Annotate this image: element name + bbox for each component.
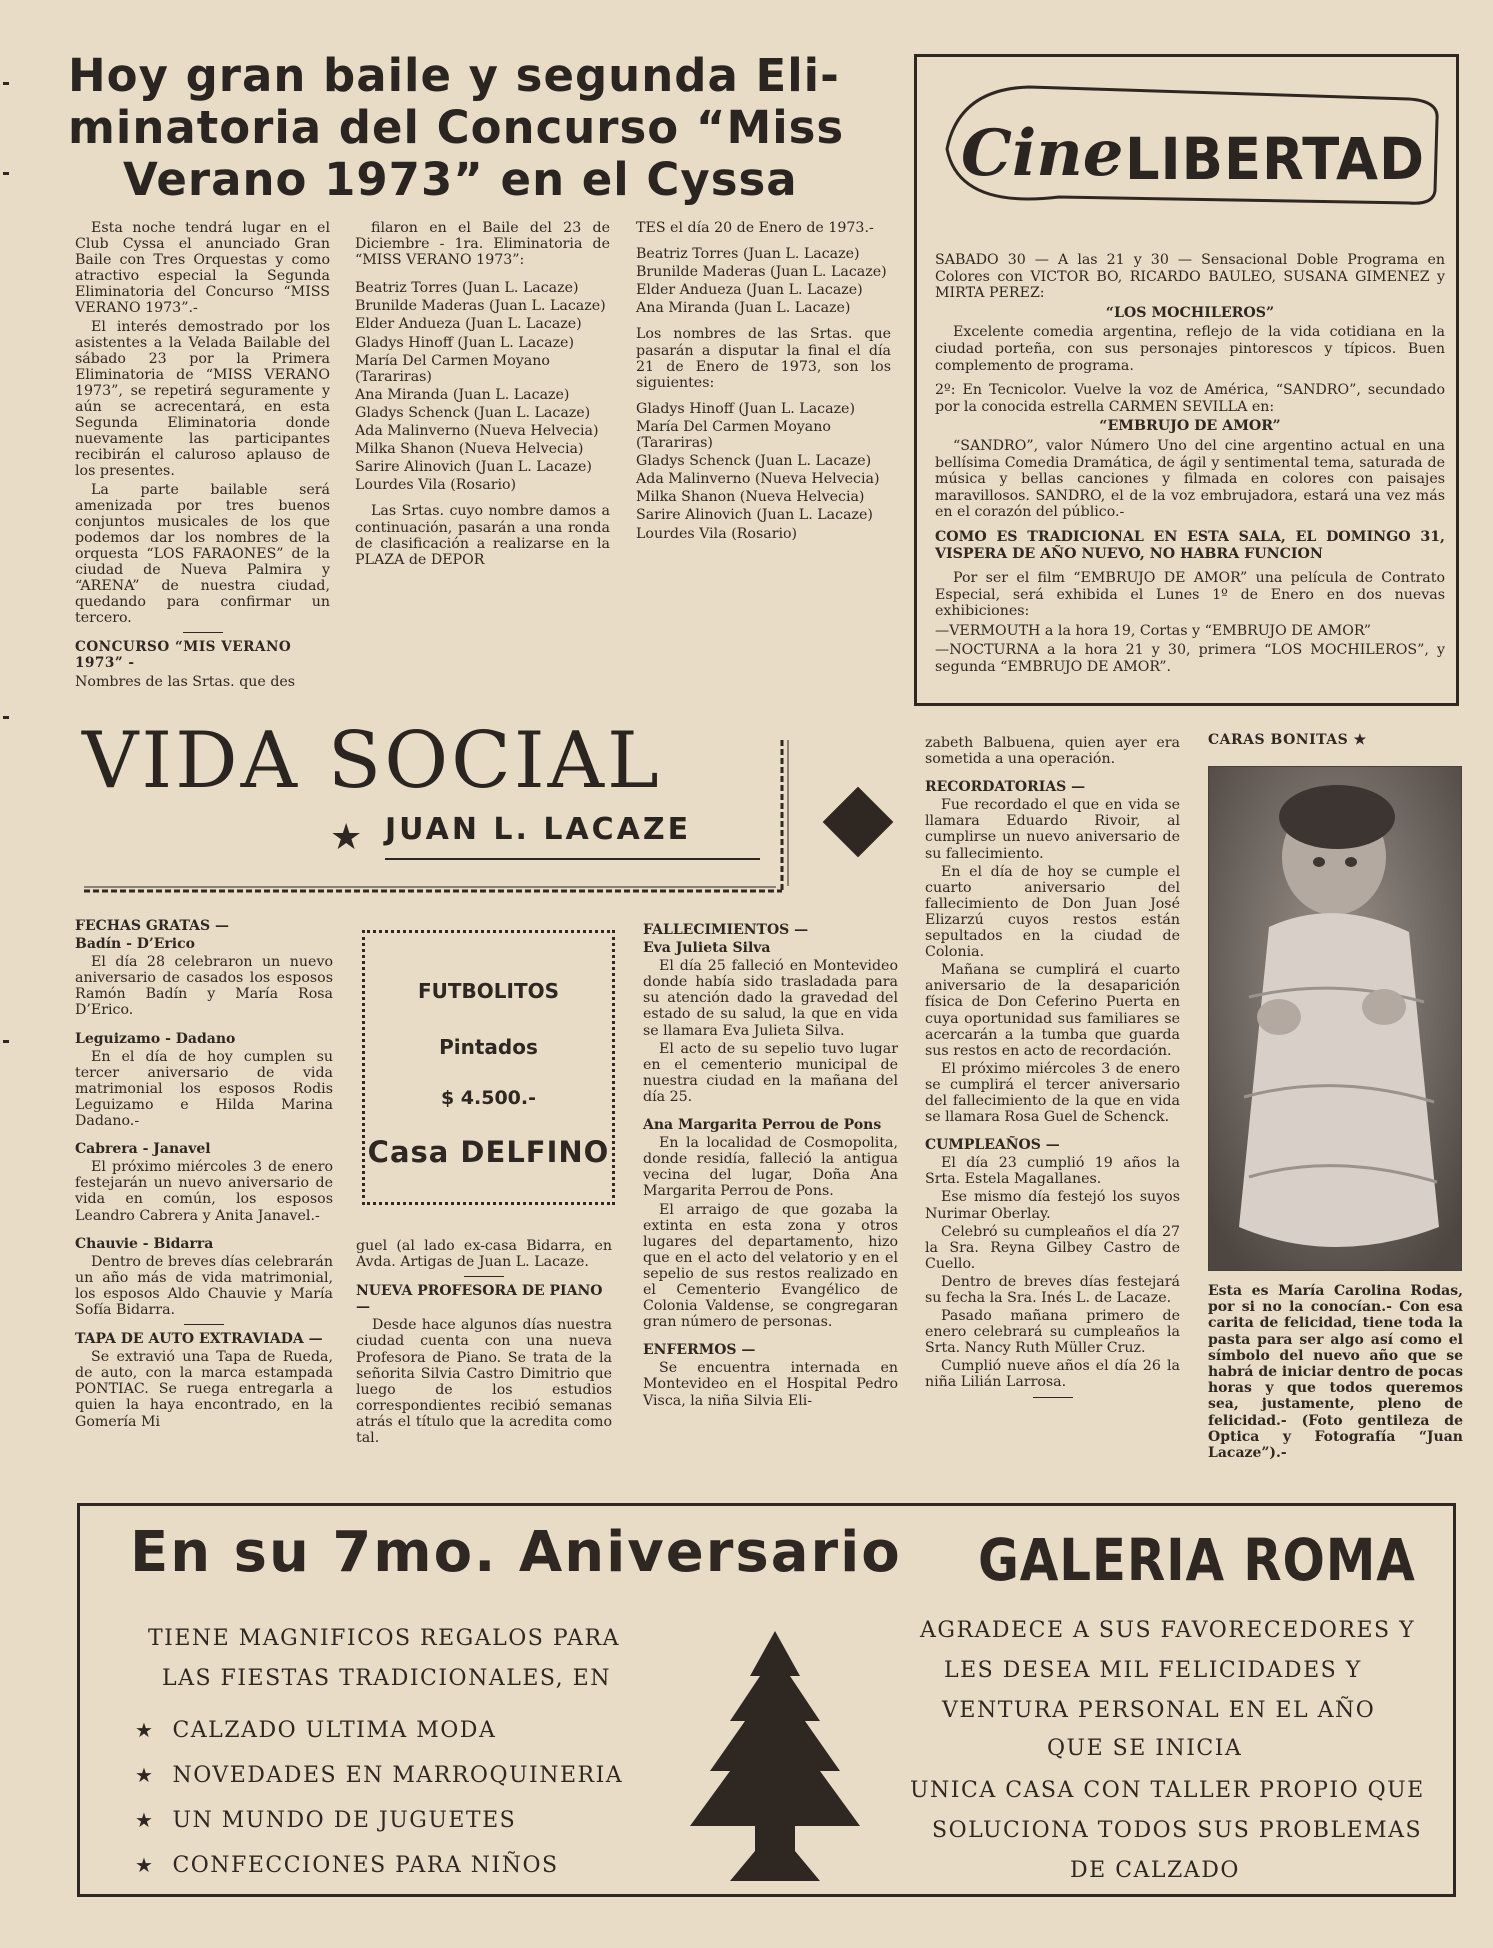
paragraph: Pasado mañana primero de enero celebrará su cumpleaños la Srta. Nancy Ruth Müller Cruz. bbox=[925, 1308, 1180, 1357]
list-item: Elder Andueza (Juan L. Lacaze) bbox=[636, 282, 863, 299]
divider bbox=[183, 632, 223, 633]
photo-caption bbox=[1208, 1283, 1463, 1463]
margin-mark bbox=[3, 172, 9, 175]
paragraph: El día 28 celebraron un nuevo aniversario de casados los esposos Ramón Badín y María Rosa D’Erico. bbox=[75, 954, 333, 1019]
section-subtitle: JUAN L. LACAZE bbox=[385, 812, 692, 847]
baby-photo bbox=[1208, 766, 1462, 1271]
star-icon: ★ bbox=[135, 1853, 155, 1877]
ad-item-label: CALZADO ULTIMA MODA bbox=[172, 1718, 497, 1743]
ad-line: FUTBOLITOS bbox=[417, 979, 560, 1003]
section-heading: FALLECIMIENTOS — bbox=[643, 922, 809, 938]
logo-word-libertad: LIBERTAD bbox=[1125, 125, 1425, 193]
article-cyssa-col3 bbox=[636, 220, 891, 544]
social-col4 bbox=[925, 735, 1180, 1404]
section-heading: TAPA DE AUTO EXTRAVIADA — bbox=[75, 1331, 323, 1348]
paragraph: Excelente comedia argentina, reflejo de la vida cotidiana en la ciudad porteña, con sus personajes pintorescos y típicos. Buen complemento de programa. bbox=[935, 324, 1445, 374]
photo-illustration bbox=[1209, 767, 1462, 1271]
paragraph: Los nombres de las Srtas. que pasarán a disputar la final el día 21 de Enero de 1973, son los siguientes: bbox=[636, 326, 891, 391]
list-item: Gladys Schenck (Juan L. Lacaze) bbox=[355, 404, 591, 421]
ad-item-label: UN MUNDO DE JUGUETES bbox=[172, 1808, 517, 1833]
list-item: Beatriz Torres (Juan L. Lacaze) bbox=[636, 246, 860, 263]
divider bbox=[1033, 1397, 1073, 1398]
list-item: Ana Miranda (Juan L. Lacaze) bbox=[355, 386, 570, 403]
subheading: CONCURSO “MIS VERANO 1973” - bbox=[75, 639, 292, 672]
ad-list-item bbox=[135, 1718, 496, 1743]
names-heading: Eva Julieta Silva bbox=[643, 940, 771, 957]
ad-price: $ 4.500.- bbox=[440, 1087, 537, 1109]
section-heading: RECORDATORIAS — bbox=[925, 779, 1086, 796]
social-col2 bbox=[356, 1238, 612, 1448]
ad-text: DE CALZADO bbox=[1070, 1858, 1240, 1883]
margin-mark bbox=[3, 716, 9, 719]
cine-program-text bbox=[935, 252, 1445, 679]
ad-text: VENTURA PERSONAL EN EL AÑO bbox=[942, 1698, 1376, 1723]
futbolitos-ad bbox=[362, 930, 615, 1205]
ad-brand: GALERIA ROMA bbox=[978, 1526, 1416, 1594]
divider bbox=[184, 1324, 224, 1325]
list-item: Sarire Alinovich (Juan L. Lacaze) bbox=[636, 507, 873, 524]
ad-text: SOLUCIONA TODOS SUS PROBLEMAS bbox=[932, 1818, 1423, 1843]
logo-word-cine: Cine bbox=[961, 116, 1124, 191]
list-item: Lourdes Vila (Rosario) bbox=[636, 525, 798, 542]
paragraph: Desde hace algunos días nuestra ciudad cuenta con una nueva Profesora de Piano. Se trata de la señorita Silvia Castro Dimitrio que luego de los estudios correspondientes recibió semanas atrás el título que la acredita como tal. bbox=[356, 1317, 612, 1447]
paragraph: filaron en el Baile del 23 de Diciembre - 1ra. Eliminatoria de “MISS VERANO 1973”: bbox=[355, 220, 610, 269]
margin-mark bbox=[3, 1040, 9, 1043]
paragraph: Dentro de breves días festejará su fecha la Sra. Inés L. de Lacaze. bbox=[925, 1273, 1180, 1306]
ad-headline: En su 7mo. Aniversario bbox=[130, 1520, 902, 1585]
list-item: María Del Carmen Moyano (Tarariras) bbox=[355, 352, 550, 385]
ad-list-item bbox=[135, 1763, 623, 1788]
social-col3 bbox=[643, 922, 898, 1411]
ad-item-label: CONFECCIONES PARA NIÑOS bbox=[172, 1853, 559, 1878]
list-item: Elder Andueza (Juan L. Lacaze) bbox=[355, 316, 582, 333]
heading-text: CARAS BONITAS bbox=[1208, 732, 1349, 748]
headline-line: Verano 1973” en el Cyssa bbox=[123, 153, 798, 206]
ad-text: TIENE MAGNIFICOS REGALOS PARA bbox=[148, 1626, 620, 1651]
cine-libertad-ad bbox=[914, 54, 1459, 706]
star-icon: ★ bbox=[330, 817, 363, 858]
paragraph: Se encuentra internada en Montevideo en el Hospital Pedro Visca, la niña Silvia Eli- bbox=[643, 1360, 898, 1409]
list-item: Brunilde Maderas (Juan L. Lacaze) bbox=[355, 298, 606, 315]
paragraph: Mañana se cumplirá el cuarto aniversario de la desaparición física de Don Ceferino Puerta en cuya oportunidad sus familiares se acercarán a la tumba que guarda sus restos en acto de recordación. bbox=[925, 962, 1180, 1059]
caras-bonitas-heading bbox=[1208, 732, 1367, 748]
star-icon: ★ bbox=[1353, 732, 1367, 748]
paragraph: —VERMOUTH a la hora 19, Cortas y “EMBRUJO DE AMOR” bbox=[935, 622, 1372, 639]
names-heading: Leguizamo - Dadano bbox=[75, 1030, 236, 1047]
ad-text: UNICA CASA CON TALLER PROPIO QUE bbox=[910, 1778, 1425, 1803]
movie-title: “LOS MOCHILEROS” bbox=[1105, 304, 1275, 321]
paragraph: El arraigo de que gozaba la extinta en esta zona y otros lugares del departamento, hizo que en el acto del velatorio y en el sepelio de sus restos realizado en el Cementerio Evangélico de Colonia Valdense, se congregaran gran número de personas. bbox=[643, 1201, 898, 1331]
names-heading: Ana Margarita Perrou de Pons bbox=[643, 1117, 882, 1134]
ad-text: LES DESEA MIL FELICIDADES Y bbox=[944, 1658, 1362, 1683]
paragraph: El próximo miércoles 3 de enero se cumplirá el tercer aniversario del fallecimiento de la que en vida se llamara Rosa Guel de Schenck. bbox=[925, 1060, 1180, 1126]
paragraph: Nombres de las Srtas. que des bbox=[75, 673, 296, 690]
paragraph: Cumplió nueve años el día 26 la niña Lilián Larrosa. bbox=[925, 1358, 1180, 1391]
names-heading: Badín - D’Erico bbox=[75, 936, 195, 953]
star-icon: ★ bbox=[135, 1718, 155, 1742]
divider bbox=[464, 1276, 504, 1277]
names-heading: Cabrera - Janavel bbox=[75, 1141, 211, 1158]
section-heading: CUMPLEAÑOS — bbox=[925, 1137, 1060, 1154]
section-title: VIDA SOCIAL bbox=[82, 716, 662, 806]
list-item: Beatriz Torres (Juan L. Lacaze) bbox=[355, 280, 579, 297]
list-item: Gladys Hinoff (Juan L. Lacaze) bbox=[636, 400, 855, 417]
paragraph: Las Srtas. cuyo nombre damos a continuación, pasarán a una ronda de clasificación a realizarse en la PLAZA de DEPOR bbox=[355, 503, 610, 568]
ad-item-label: NOVEDADES EN MARROQUINERIA bbox=[172, 1763, 624, 1788]
paragraph: El día 25 falleció en Montevideo donde había sido trasladada para su atención dado la gravedad del estado de su salud, la que en vida se llamara Eva Julieta Silva. bbox=[643, 958, 898, 1039]
paragraph: Ese mismo día festejó los suyos Nurimar Oberlay. bbox=[925, 1189, 1180, 1222]
ad-text: LAS FIESTAS TRADICIONALES, EN bbox=[162, 1666, 611, 1691]
paragraph: Dentro de breves días celebrarán un año más de vida matrimonial, los esposos Aldo Chauvie y María Sofía Bidarra. bbox=[75, 1253, 333, 1318]
paragraph: En el día de hoy cumplen su tercer aniversario de vida matrimonial los esposos Rodis Leguizamo e Hilda Marina Dadano.- bbox=[75, 1048, 333, 1130]
article-cyssa-col2 bbox=[355, 220, 610, 570]
ad-text: QUE SE INICIA bbox=[1047, 1736, 1243, 1761]
paragraph: La parte bailable será amenizada por tres buenos conjuntos musicales de los que podemos dar los nombres de la orquesta “LOS FARAONES” de la ciudad de Nueva Palmira y “ARENA” de nuestra ciudad, quedando para confirmar un tercero. bbox=[75, 481, 330, 627]
ad-brand: Casa DELFINO bbox=[367, 1135, 610, 1169]
notice: COMO ES TRADICIONAL EN ESTA SALA, EL DOMINGO 31, VISPERA DE AÑO NUEVO, NO HABRA FUNCION bbox=[935, 528, 1445, 562]
list-item: María Del Carmen Moyano (Tarariras) bbox=[636, 418, 831, 452]
paragraph: Fue recordado el que en vida se llamara Eduardo Rivoir, al cumplirse un nuevo aniversario de su fallecimiento. bbox=[925, 797, 1180, 862]
paragraph: El acto de su sepelio tuvo lugar en el cementerio municipal de nuestra ciudad en la mañana del día 25. bbox=[643, 1040, 898, 1105]
paragraph: 2º: En Tecnicolor. Vuelve la voz de América, “SANDRO”, secundado por la conocida estrella CARMEN SEVILLA en: bbox=[935, 382, 1445, 415]
list-item: Milka Shanon (Nueva Helvecia) bbox=[636, 489, 865, 506]
star-icon: ★ bbox=[135, 1763, 155, 1787]
section-heading: ENFERMOS — bbox=[643, 1342, 756, 1359]
paragraph: Se extravió una Tapa de Rueda, de auto, con la marca estampada PONTIAC. Se ruega entregarla a quien la haya encontrado, en la Gomería Mi bbox=[75, 1349, 333, 1430]
diamond-ornament bbox=[823, 787, 894, 858]
list-item: Sarire Alinovich (Juan L. Lacaze) bbox=[355, 459, 592, 476]
paragraph: En el día de hoy se cumple el cuarto aniversario del fallecimiento de Don Juan José Elizarzú cuyos restos están sepultados en la ciudad de Colonia. bbox=[925, 863, 1180, 961]
paragraph: guel (al lado ex-casa Bidarra, en Avda. Artigas de Juan L. Lacaze. bbox=[356, 1238, 612, 1271]
list-item: Milka Shanon (Nueva Helvecia) bbox=[355, 441, 584, 458]
paragraph: Por ser el film “EMBRUJO DE AMOR” una película de Contrato Especial, será exhibida el Lunes 1º de Enero en dos nuevas exhibiciones: bbox=[935, 570, 1445, 620]
headline-line: minatoria del Concurso “Miss bbox=[68, 101, 845, 154]
paragraph: Esta noche tendrá lugar en el Club Cyssa el anunciado Gran Baile con Tres Orquestas y como atractivo especial la Segunda Eliminatoria del Concurso “MISS VERANO 1973”.- bbox=[75, 220, 330, 317]
ornamental-border bbox=[80, 736, 795, 898]
list-item: Gladys Hinoff (Juan L. Lacaze) bbox=[355, 334, 574, 351]
list-item: Ada Malinverno (Nueva Helvecia) bbox=[355, 423, 599, 440]
paragraph: El día 23 cumplió 19 años la Srta. Estela Magallanes. bbox=[925, 1155, 1180, 1188]
caption-text: Esta es María Carolina Rodas, por si no la conocían.- Con esa carita de felicidad, tiene toda la pasta para ser algo así como el símbolo del nuevo año que se habrá de iniciar dentro de pocas horas y que todos queremos sea, justamente, pleno de felicidad.- (Foto gentileza de Optica y Fotografía “Juan Lacaze”).- bbox=[1208, 1283, 1464, 1462]
paragraph: Celebró su cumpleaños el día 27 la Sra. Reyna Gilbey Castro de Cuello. bbox=[925, 1223, 1180, 1272]
section-heading: FECHAS GRATAS — bbox=[75, 918, 230, 934]
christmas-tree-icon bbox=[670, 1626, 880, 1891]
movie-title: “EMBRUJO DE AMOR” bbox=[1099, 418, 1281, 435]
social-col1 bbox=[75, 918, 333, 1432]
ad-line: Pintados bbox=[439, 1035, 538, 1059]
paragraph: El interés demostrado por los asistentes a la Velada Bailable del sábado 23 por la Primera Eliminatoria de “MISS VERANO 1973”, se repetirá seguramente y aún se acrecentará, en esta Segunda Eliminatoria donde nuevamente las participantes recibirán el caluroso aplauso de los presentes. bbox=[75, 318, 330, 480]
ad-text: AGRADECE A SUS FAVORECEDORES Y bbox=[920, 1618, 1416, 1643]
paragraph: El próximo miércoles 3 de enero festejarán un nuevo aniversario de vida en común, los esposos Leandro Cabrera y Anita Janavel.- bbox=[75, 1159, 333, 1224]
headline-line: Hoy gran baile y segunda Eli- bbox=[68, 49, 840, 102]
margin-mark bbox=[3, 82, 9, 85]
cine-libertad-logo bbox=[939, 79, 1444, 211]
names-heading: Chauvie - Bidarra bbox=[75, 1235, 214, 1252]
paragraph: “SANDRO”, valor Número Uno del cine argentino actual en una bellísima Comedia Dramática, de ágil y sentimental tema, saturada de música y bellas canciones y filmada en colores con paisajes maravillosos. SANDRO, el de la voz embrujadora, estará una vez más en el corazón del público.- bbox=[935, 437, 1445, 521]
section-heading: NUEVA PROFESORA DE PIANO — bbox=[356, 1283, 603, 1316]
list-item: Brunilde Maderas (Juan L. Lacaze) bbox=[636, 264, 887, 281]
paragraph: En la localidad de Cosmopolita, donde residía, falleció la antigua vecina del lugar, Doña Ana Margarita Perrou de Pons. bbox=[643, 1135, 898, 1200]
list-item: Ana Miranda (Juan L. Lacaze) bbox=[636, 300, 851, 317]
paragraph: TES el día 20 de Enero de 1973.- bbox=[636, 220, 874, 236]
list-item: Gladys Schenck (Juan L. Lacaze) bbox=[636, 453, 872, 470]
list-item: Lourdes Vila (Rosario) bbox=[355, 477, 517, 494]
paragraph: SABADO 30 — A las 21 y 30 — Sensacional Doble Programa en Colores con VICTOR BO, RICARDO BAULEO, SUSANA GIMENEZ y MIRTA PEREZ: bbox=[935, 252, 1445, 302]
star-icon: ★ bbox=[135, 1808, 155, 1832]
ad-list-item bbox=[135, 1853, 559, 1878]
galeria-roma-ad bbox=[77, 1503, 1456, 1897]
article-cyssa-col1 bbox=[75, 220, 330, 692]
paragraph: —NOCTURNA a la hora 21 y 30, primera “LOS MOCHILEROS”, y segunda “EMBRUJO DE AMOR”. bbox=[935, 642, 1445, 676]
paragraph: zabeth Balbuena, quien ayer era sometida a una operación. bbox=[925, 735, 1180, 768]
ad-list-item bbox=[135, 1808, 516, 1833]
headline bbox=[68, 50, 898, 206]
list-item: Ada Malinverno (Nueva Helvecia) bbox=[636, 471, 880, 488]
